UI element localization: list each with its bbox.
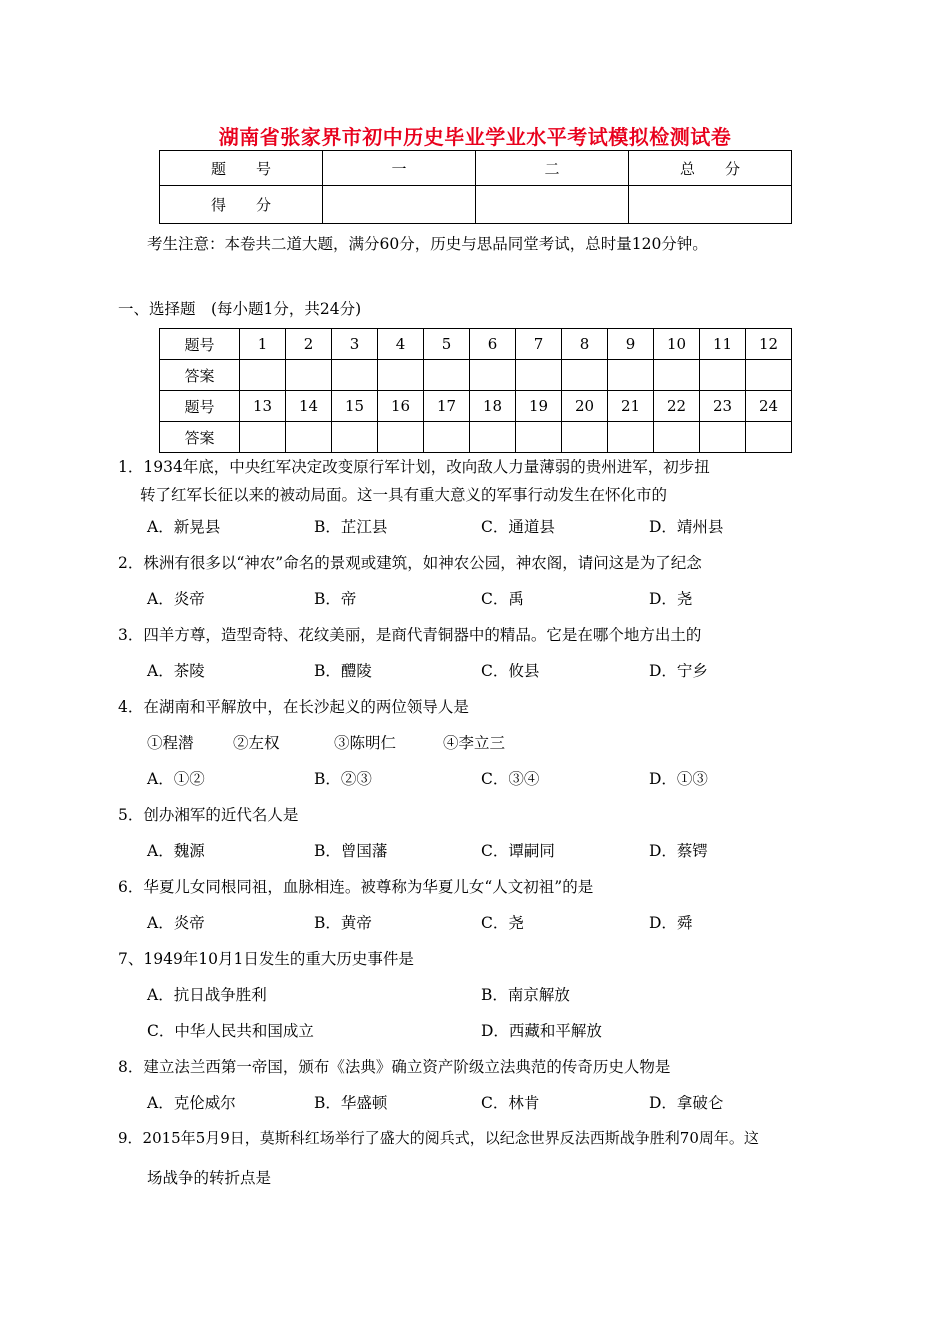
- option: B．华盛顿: [314, 1094, 388, 1112]
- option: D．西藏和平解放: [481, 1022, 602, 1040]
- num-cell: 14: [286, 391, 332, 422]
- table-row: [160, 151, 792, 186]
- answer-cell[interactable]: [562, 360, 608, 391]
- page-title: 湖南省张家界市初中历史毕业学业水平考试模拟检测试卷: [218, 125, 732, 149]
- question-2-stem: 2．株洲有很多以“神农”命名的景观或建筑，如神农公园，神农阁，请问这是为了纪念: [118, 554, 702, 572]
- option: A．茶陵: [147, 662, 205, 680]
- option: B．南京解放: [481, 986, 570, 1004]
- option: C．谭嗣同: [481, 842, 555, 860]
- num-cell: 17: [424, 391, 470, 422]
- option: C．中华人民共和国成立: [147, 1022, 314, 1040]
- item-option: ④李立三: [443, 734, 506, 752]
- option: D．拿破仑: [649, 1094, 724, 1112]
- item-option: ①程潜: [147, 734, 194, 752]
- num-cell: 22: [654, 391, 700, 422]
- item-option: ②左权: [233, 734, 280, 752]
- answer-cell[interactable]: [608, 422, 654, 453]
- table-row: [160, 360, 792, 391]
- option: C．禹: [481, 590, 524, 608]
- answer-table: [159, 328, 792, 453]
- score-row-label: 得 分: [160, 186, 323, 224]
- answer-cell[interactable]: [424, 360, 470, 391]
- table-row: [160, 391, 792, 422]
- question-5-stem: 5．创办湘军的近代名人是: [118, 806, 299, 824]
- num-cell: 3: [332, 329, 378, 360]
- num-cell: 5: [424, 329, 470, 360]
- option: B．芷江县: [314, 518, 388, 536]
- num-cell: 4: [378, 329, 424, 360]
- question-4-stem: 4．在湖南和平解放中，在长沙起义的两位领导人是: [118, 698, 469, 716]
- option: A．新晃县: [147, 518, 221, 536]
- answer-cell[interactable]: [424, 422, 470, 453]
- answer-cell[interactable]: [378, 360, 424, 391]
- question-7-stem: 7、1949年10月1日发生的重大历史事件是: [118, 950, 414, 968]
- question-6-stem: 6．华夏儿女同根同祖，血脉相连。被尊称为华夏儿女“人文初祖”的是: [118, 878, 594, 896]
- num-cell: 12: [746, 329, 792, 360]
- num-cell: 18: [470, 391, 516, 422]
- option: A．炎帝: [147, 590, 205, 608]
- answer-cell[interactable]: [562, 422, 608, 453]
- answer-cell[interactable]: [700, 360, 746, 391]
- num-cell: 10: [654, 329, 700, 360]
- num-cell: 20: [562, 391, 608, 422]
- question-9-stem: 9．2015年5月9日，莫斯科红场举行了盛大的阅兵式，以纪念世界反法西斯战争胜利70周年。这: [118, 1129, 759, 1147]
- option: D．舜: [649, 914, 693, 932]
- option: B．②③: [314, 770, 372, 788]
- answer-cell[interactable]: [516, 360, 562, 391]
- num-label: 题号: [160, 329, 240, 360]
- question-8-stem: 8．建立法兰西第一帝国，颁布《法典》确立资产阶级立法典范的传奇历史人物是: [118, 1058, 671, 1076]
- option: C．尧: [481, 914, 524, 932]
- score-cell[interactable]: [323, 186, 476, 224]
- option: B．黄帝: [314, 914, 372, 932]
- option: A．克伦威尔: [147, 1094, 236, 1112]
- option: C．③④: [481, 770, 540, 788]
- question-3-stem: 3．四羊方尊，造型奇特、花纹美丽，是商代青铜器中的精品。它是在哪个地方出土的: [118, 626, 702, 644]
- answer-cell[interactable]: [700, 422, 746, 453]
- answer-cell[interactable]: [746, 422, 792, 453]
- option: A．魏源: [147, 842, 205, 860]
- score-cell[interactable]: [629, 186, 792, 224]
- answer-cell[interactable]: [470, 422, 516, 453]
- option: A．炎帝: [147, 914, 205, 932]
- option: D．尧: [649, 590, 693, 608]
- answer-cell[interactable]: [286, 360, 332, 391]
- question-1-stem: 1．1934年底，中央红军决定改变原行军计划，改向敌人力量薄弱的贵州进军，初步扭: [118, 458, 710, 476]
- table-row: [160, 329, 792, 360]
- num-cell: 2: [286, 329, 332, 360]
- score-header-cell: 二: [476, 151, 629, 186]
- option: D．宁乡: [649, 662, 708, 680]
- answer-cell[interactable]: [332, 422, 378, 453]
- num-cell: 6: [470, 329, 516, 360]
- ans-label: 答案: [160, 422, 240, 453]
- num-label: 题号: [160, 391, 240, 422]
- table-row: [160, 186, 792, 224]
- score-header-cell: 总 分: [629, 151, 792, 186]
- question-9-stem-cont: 场战争的转折点是: [147, 1169, 272, 1187]
- num-cell: 19: [516, 391, 562, 422]
- num-cell: 9: [608, 329, 654, 360]
- option: D．①③: [649, 770, 708, 788]
- num-cell: 24: [746, 391, 792, 422]
- option: B．帝: [314, 590, 357, 608]
- num-cell: 16: [378, 391, 424, 422]
- exam-notice: 考生注意：本卷共二道大题，满分60分，历史与思品同堂考试，总时量120分钟。: [147, 235, 708, 253]
- item-option: ③陈明仁: [334, 734, 397, 752]
- option: C．通道县: [481, 518, 555, 536]
- num-cell: 13: [240, 391, 286, 422]
- answer-cell[interactable]: [470, 360, 516, 391]
- option: D．蔡锷: [649, 842, 708, 860]
- ans-label: 答案: [160, 360, 240, 391]
- section-title: 一、选择题 (每小题1分，共24分): [118, 300, 362, 318]
- option: A．①②: [147, 770, 205, 788]
- num-cell: 7: [516, 329, 562, 360]
- table-row: [160, 422, 792, 453]
- option: B．醴陵: [314, 662, 372, 680]
- answer-cell[interactable]: [332, 360, 378, 391]
- answer-cell[interactable]: [240, 360, 286, 391]
- option: B．曾国藩: [314, 842, 388, 860]
- score-table: [159, 150, 792, 224]
- answer-cell[interactable]: [378, 422, 424, 453]
- score-header-cell: 题 号: [160, 151, 323, 186]
- option: C．林肯: [481, 1094, 540, 1112]
- answer-cell[interactable]: [516, 422, 562, 453]
- num-cell: 8: [562, 329, 608, 360]
- question-1-stem-cont: 转了红军长征以来的被动局面。这一具有重大意义的军事行动发生在怀化市的: [140, 486, 668, 504]
- option: C．攸县: [481, 662, 540, 680]
- num-cell: 15: [332, 391, 378, 422]
- num-cell: 1: [240, 329, 286, 360]
- answer-cell[interactable]: [654, 360, 700, 391]
- option: D．靖州县: [649, 518, 724, 536]
- num-cell: 23: [700, 391, 746, 422]
- answer-cell[interactable]: [240, 422, 286, 453]
- option: A．抗日战争胜利: [147, 986, 267, 1004]
- answer-cell[interactable]: [746, 360, 792, 391]
- answer-cell[interactable]: [654, 422, 700, 453]
- answer-cell[interactable]: [608, 360, 654, 391]
- answer-cell[interactable]: [286, 422, 332, 453]
- score-header-cell: 一: [323, 151, 476, 186]
- num-cell: 21: [608, 391, 654, 422]
- num-cell: 11: [700, 329, 746, 360]
- score-cell[interactable]: [476, 186, 629, 224]
